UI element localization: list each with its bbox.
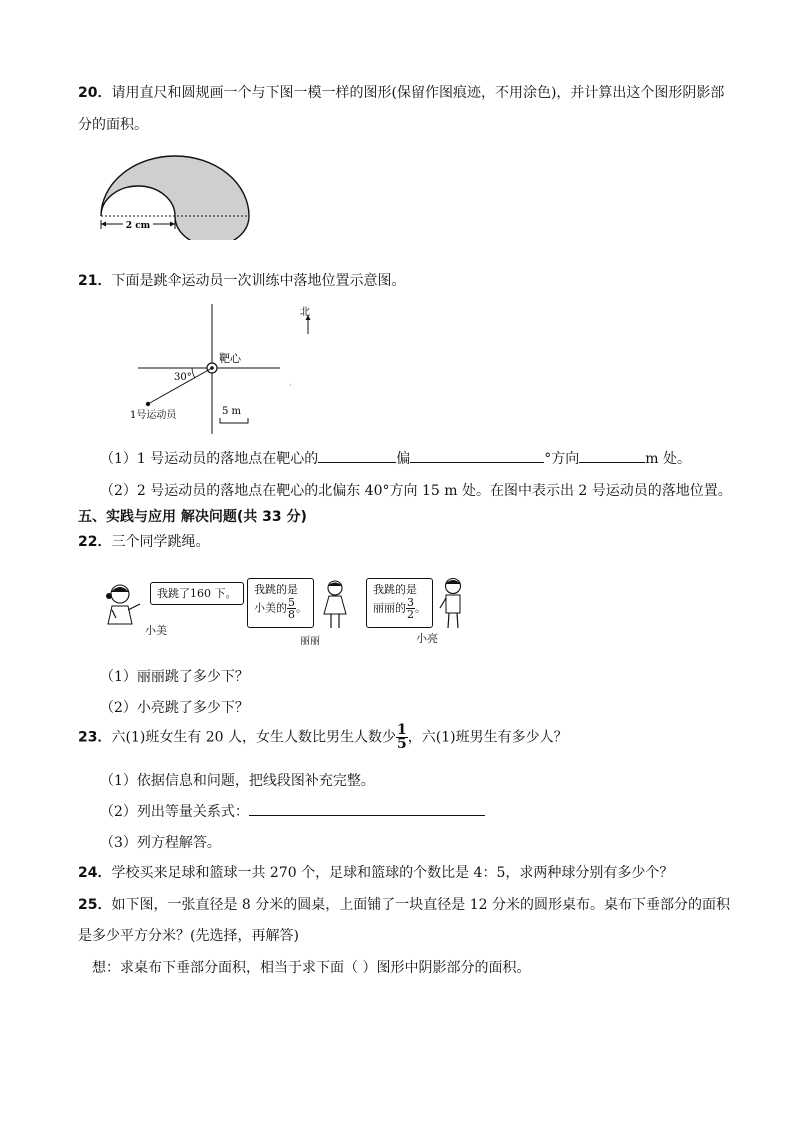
q25-line1 [78, 894, 730, 914]
q20-line1 [78, 82, 724, 102]
xiaoliang-figure-icon [436, 576, 470, 634]
q25-hint: 想：求桌布下垂部分面积，相当于求下面（ ）图形中阴影部分的面积。 [92, 960, 531, 976]
q22-line [78, 531, 209, 551]
q21-sub2: （2）2 号运动员的落地点在靶心的北偏东 40°方向 15 m 处。在图中表示出 2 号运动员的落地位置。 [100, 483, 732, 499]
q22-number: 22． [78, 534, 112, 550]
q23-number: 23． [78, 729, 112, 746]
xiaomei-figure-icon [100, 580, 146, 636]
section5-title: 五、实践与应用 解决问题(共 33 分) [78, 509, 307, 525]
q23-text-a: 六(1)班女生有 20 人，女生人数比男生人数少 [111, 729, 397, 746]
q21-scale-bar [220, 418, 248, 423]
q20-number: 20． [78, 85, 112, 101]
q24-text: 学校买来足球和篮球一共 270 个，足球和篮球的个数比是 4：5，求两种球分别有多少个？ [111, 865, 674, 881]
q22-name-xiaomei: 小美 [145, 624, 167, 637]
athlete1-point [146, 402, 150, 406]
q22-sub2: （2）小亮跳了多少下？ [100, 700, 249, 716]
q23-text-b: ，六(1)班男生有多少人？ [407, 729, 568, 746]
q22-text: 三个同学跳绳。 [111, 534, 210, 550]
q22-name-lili: 丽丽 [300, 636, 320, 647]
q20-shaded-figure [95, 150, 255, 240]
q24-line [78, 862, 673, 882]
q23-sub1: （1）依据信息和问题，把线段图补充完整。 [100, 773, 375, 789]
q21-blank-direction2[interactable] [410, 448, 544, 463]
q24-number: 24． [78, 865, 112, 881]
q21-text: 下面是跳伞运动员一次训练中落地位置示意图。 [111, 273, 406, 289]
q21-bullseye-label: 靶心 [219, 352, 241, 365]
q23-sub2: （2）列出等量关系式： [100, 801, 485, 821]
q20-figure-label: 2 cm [125, 221, 151, 231]
q21-sub1: （1）1 号运动员的落地点在靶心的 偏 °方向 m 处。 [100, 448, 691, 468]
q22-name-xiaoliang: 小亮 [416, 632, 438, 645]
q22-bubble-lili: 我跳的是 小美的 $\frac{5}{8}$ 。 [247, 578, 314, 628]
q21-direction-diagram [130, 298, 330, 443]
q23-fraction: $\frac{1}{5}$ [397, 722, 407, 752]
q21-number: 21． [78, 273, 112, 289]
lili-figure-icon [318, 578, 352, 634]
q22-bubble-xiaomei: 我跳了160 下。 [150, 582, 244, 605]
q21-blank-direction1[interactable] [318, 448, 396, 463]
q23-relation-blank[interactable] [249, 801, 485, 816]
q25-number: 25． [78, 897, 112, 913]
q23-line [78, 724, 568, 751]
q25-text-line2: 是多少平方分米？(先选择，再解答) [78, 928, 299, 944]
q21-scale-label: 5 m [222, 406, 242, 417]
q22-sub1: （1）丽丽跳了多少下？ [100, 669, 249, 685]
q22-bubble-xiaoliang: 我跳的是 丽丽的 $\frac{3}{2}$ 。 [366, 578, 433, 628]
q21-athlete-label: 1号运动员 [130, 410, 177, 421]
q21-line [78, 270, 405, 290]
q21-angle-label: 30° [174, 372, 192, 383]
q25-text-line1: 如下图，一张直径是 8 分米的圆桌，上面铺了一块直径是 12 分米的圆形桌布。桌布下垂部分的面积 [111, 897, 731, 913]
q20-text-line1: 请用直尺和圆规画一个与下图一模一样的图形(保留作图痕迹，不用涂色)，并计算出这个图形阴影部 [111, 85, 725, 101]
q21-blank-distance[interactable] [579, 448, 645, 463]
q20-text-line2: 分的面积。 [78, 117, 148, 133]
q21-north-label: 北 [300, 307, 310, 318]
q23-sub3: （3）列方程解答。 [100, 835, 221, 851]
